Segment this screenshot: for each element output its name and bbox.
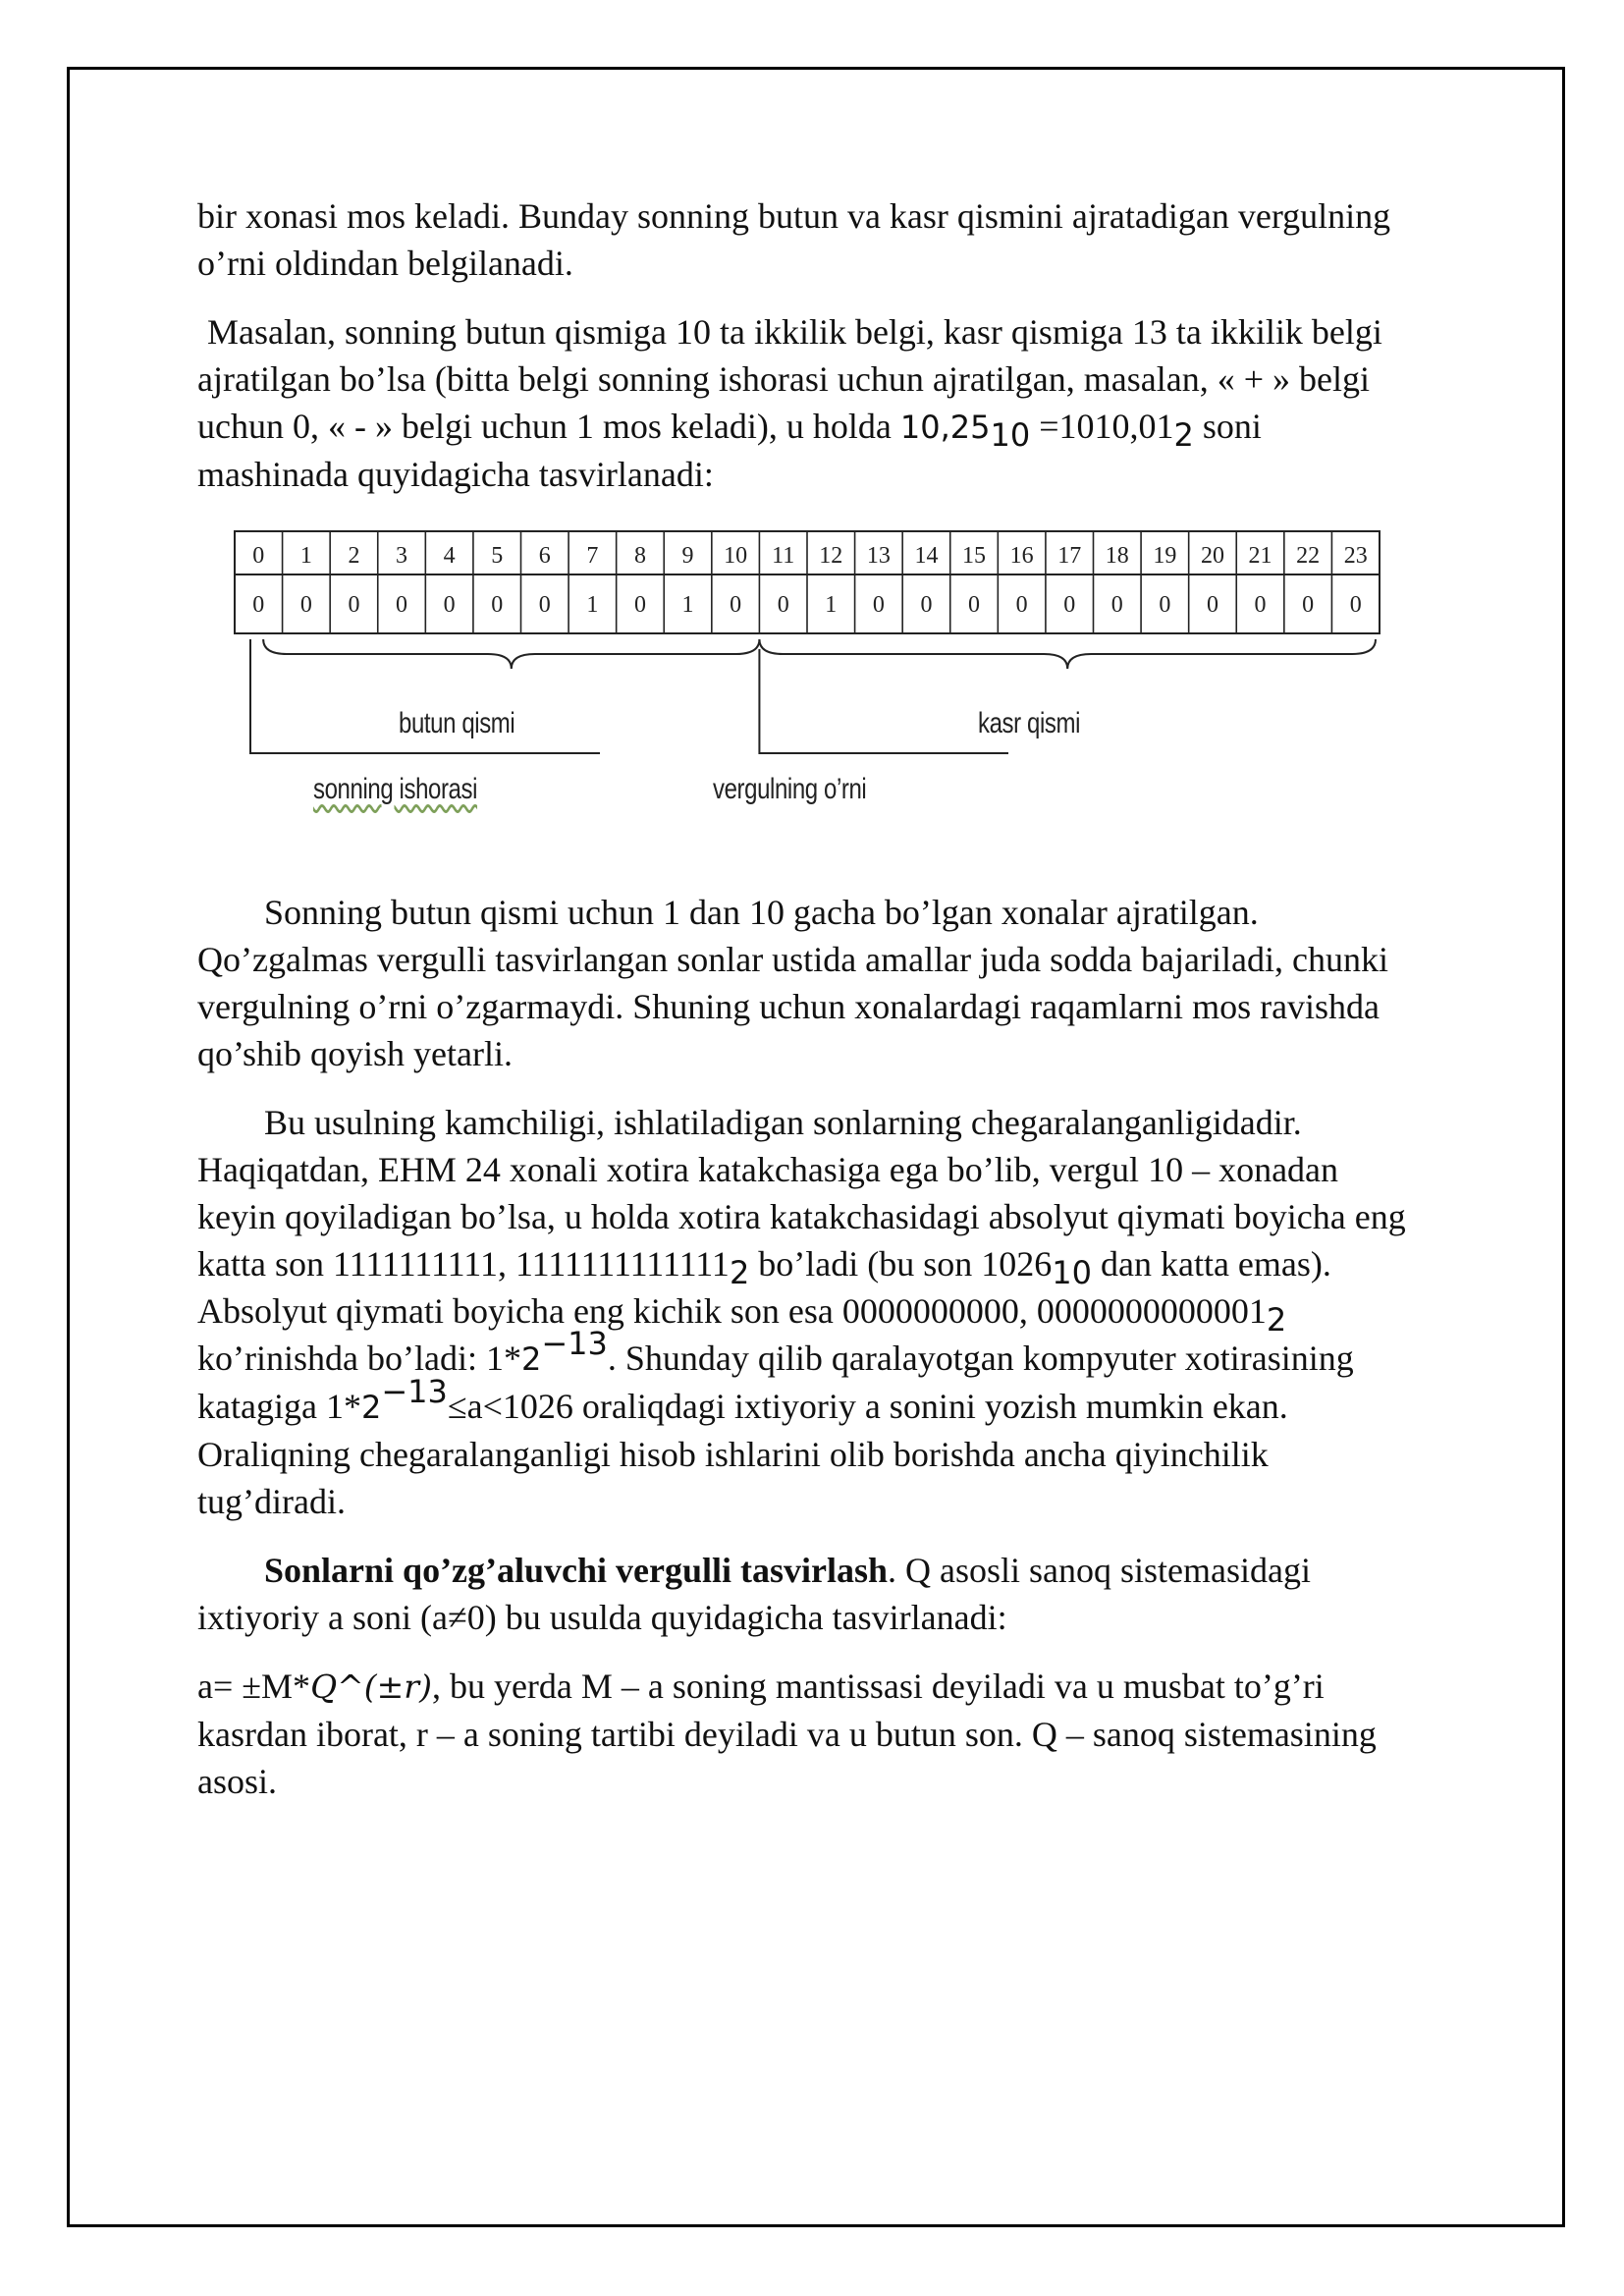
register-index-label: 18 — [1105, 543, 1129, 569]
register-bit-value: 0 — [633, 592, 646, 618]
register-bit-value: 0 — [1110, 592, 1123, 618]
register-index-label: 21 — [1248, 543, 1272, 569]
register-index-label: 1 — [299, 543, 312, 569]
label-butun-qismi: butun qismi — [399, 707, 515, 739]
p2-number-10-25: 10,25 — [899, 409, 991, 446]
register-index-label: 5 — [491, 543, 504, 569]
label-vergulning-orni: vergulning o’rni — [713, 773, 867, 805]
register-bit-value: 0 — [920, 592, 933, 618]
document-body — [197, 192, 1407, 1827]
register-index-label: 20 — [1200, 543, 1224, 569]
brace-kasr-qismi — [759, 639, 1376, 669]
p2-base-2: 2 — [1173, 416, 1194, 454]
register-bit-value: 0 — [1349, 592, 1362, 618]
p5-text: . Q asosli sanoq sistemasidagi ixtiyoriy a soni (a≠0) bu usulda quyidagicha tasvirlanadi: — [197, 1551, 1312, 1637]
register-index-label: 23 — [1343, 543, 1368, 569]
p2-base-10: 10 — [990, 416, 1031, 454]
p4-number-1026: 1026 — [981, 1244, 1053, 1284]
p2-equals-binary: =1010,01 — [1030, 407, 1174, 446]
register-bit-value: 0 — [491, 592, 504, 618]
register-index-label: 10 — [724, 543, 748, 569]
register-bit-value: 0 — [252, 592, 265, 618]
register-bit-value: 1 — [681, 592, 694, 618]
register-bit-value: 0 — [396, 592, 408, 618]
register-index-label: 7 — [586, 543, 599, 569]
register-index-label: 4 — [443, 543, 456, 569]
register-index-label: 13 — [866, 543, 891, 569]
register-bit-value: 0 — [1063, 592, 1076, 618]
memory-cell-diagram — [197, 525, 1407, 849]
paragraph-2 — [197, 308, 1407, 498]
p4-power-exponent: −13 — [541, 1325, 608, 1362]
register-bit-value: 1 — [586, 592, 599, 618]
register-index-label: 3 — [396, 543, 408, 569]
p4-max-base: 2 — [729, 1254, 750, 1291]
register-bit-value: 0 — [1015, 592, 1028, 618]
p2-text-a: Masalan, sonning butun qismiga 10 ta ikkilik belgi, kasr qismiga 13 ta ikkilik belgi ajratilgan bo’lsa (bitta belgi sonning ishorasi uchun ajratilgan, masalan, « + » belgi uchun 0, « - » belgi uchun 1 mos keladi), u holda — [197, 312, 1382, 446]
register-index-label: 2 — [348, 543, 360, 569]
p4-min-number: 0000000000, 0000000000001 — [841, 1291, 1267, 1331]
register-bit-value: 0 — [1206, 592, 1218, 618]
p4-min-base: 2 — [1266, 1301, 1287, 1339]
paragraph-1: bir xonasi mos keladi. Bunday sonning butun va kasr qismini ajratadigan vergulning o’rni oldindan belgilanadi. — [197, 196, 1391, 283]
register-bit-value: 0 — [1302, 592, 1315, 618]
p4-power-exponent-2: −13 — [381, 1373, 448, 1410]
p4-power-base: 2 — [520, 1340, 542, 1378]
register-index-label: 12 — [819, 543, 843, 569]
p4-text-c: dan katta emas). Absolyut qiymati boyicha eng kichik son esa — [197, 1244, 1331, 1331]
paragraph-6 — [197, 1663, 1407, 1805]
pointer-comma — [759, 649, 1008, 753]
register-bit-value: 0 — [538, 592, 551, 618]
register-index-label: 16 — [1009, 543, 1034, 569]
p6-text-a: a= ±M* — [197, 1667, 311, 1706]
register-bit-value: 0 — [1159, 592, 1171, 618]
p5-heading: Sonlarni qo’zg’aluvchi vergulli tasvirlash — [264, 1551, 889, 1590]
register-bit-value: 0 — [730, 592, 742, 618]
register-index-label: 15 — [962, 543, 987, 569]
register-bit-value: 0 — [348, 592, 360, 618]
register-index-label: 17 — [1057, 543, 1082, 569]
p4-max-number: 1111111111, 1111111111111 — [332, 1244, 730, 1284]
p4-base-10: 10 — [1052, 1254, 1092, 1291]
p4-text-e: . Shunday qilib qaralayotgan kompyuter xotirasining katagiga 1* — [197, 1339, 1354, 1426]
p4-text-b: bo’ladi (bu son — [749, 1244, 982, 1284]
register-bit-value: 0 — [1254, 592, 1267, 618]
paragraph-3: Sonning butun qismi uchun 1 dan 10 gacha bo’lgan xonalar ajratilgan. Qo’zgalmas vergulli tasvirlangan sonlar ustida amallar juda sodda bajariladi, chunki vergulning o’rni o’zgarmaydi. Shuning uchun xonalardagi raqamlarni mos ravishda qo’shib qoyish yetarli. — [197, 893, 1388, 1073]
register-index-label: 8 — [633, 543, 646, 569]
paragraph-5 — [197, 1547, 1407, 1641]
p2-text-b: soni mashinada quyidagicha tasvirlanadi: — [197, 407, 1262, 494]
register-bit-value: 0 — [777, 592, 789, 618]
register-index-label: 6 — [538, 543, 551, 569]
p4-power-base-2: 2 — [360, 1389, 382, 1426]
label-sonning-ishorasi: sonning ishorasi — [313, 773, 478, 805]
register-bit-value: 0 — [872, 592, 885, 618]
register-index-label: 19 — [1153, 543, 1177, 569]
label-kasr-qismi: kasr qismi — [978, 707, 1081, 739]
paragraph-4 — [197, 1099, 1407, 1525]
register-index-label: 22 — [1296, 543, 1321, 569]
p4-text-d: ko’rinishda bo’ladi: 1* — [197, 1339, 521, 1378]
p4-text-a: Bu usulning kamchiligi, ishlatiladigan sonlarning chegaralanganligidadir. Haqiqatdan, EHM 24 xonali xotira katakchasiga ega bo’lib, vergul 10 – xonadan keyin qoyiladigan bo’lsa, u holda xotira katakchasidagi absolyut qiymati boyicha eng katta son — [197, 1103, 1406, 1284]
p4-text-f: ≤a<1026 oraliqdagi ixtiyoriy a sonini yozish mumkin ekan. Oraliqning chegaralanganligi hisob ishlarini olib borishda ancha qiyinchilik tug’diradi. — [197, 1387, 1288, 1521]
register-index-label: 9 — [681, 543, 694, 569]
register-index-label: 11 — [772, 543, 795, 569]
brace-butun-qismi — [263, 639, 759, 669]
register-index-label: 14 — [914, 543, 939, 569]
p6-text-b: , bu yerda M – a soning mantissasi deyiladi va u musbat to’g’ri kasrdan iborat, r – a soning tartibi deyiladi va u butun son. Q – sanoq sistemasining asosi. — [197, 1667, 1377, 1801]
register-bit-value: 0 — [299, 592, 312, 618]
register-bit-value: 0 — [968, 592, 981, 618]
p6-formula: Q^(±r) — [310, 1667, 432, 1706]
register-bit-value: 0 — [443, 592, 456, 618]
register-bit-value: 1 — [825, 592, 838, 618]
register-index-label: 0 — [252, 543, 265, 569]
